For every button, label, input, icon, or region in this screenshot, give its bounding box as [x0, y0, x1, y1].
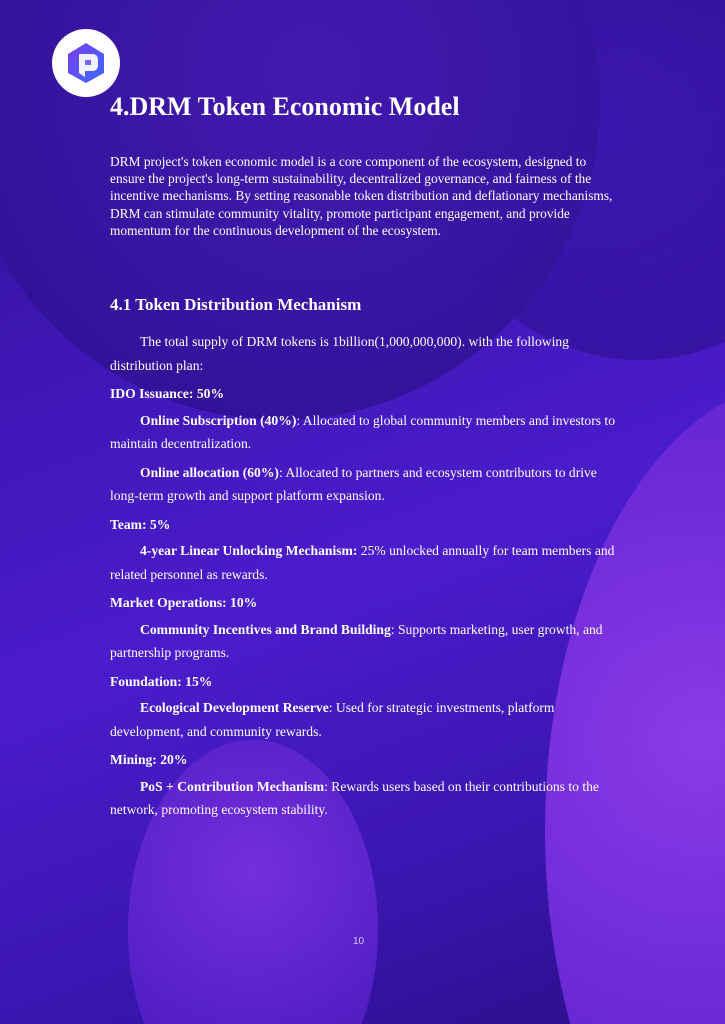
- mining-heading: Mining: 20%: [110, 752, 188, 767]
- ido-online-allocation: [110, 461, 620, 508]
- team-heading: Team: 5%: [110, 516, 171, 532]
- page-number: 10: [353, 936, 365, 947]
- mining-mechanism: [110, 775, 620, 822]
- team-unlocking: [110, 539, 620, 586]
- market-incentives: [110, 618, 620, 665]
- drm-logo-icon: [52, 29, 120, 97]
- foundation-reserve: [110, 696, 620, 743]
- market-heading: Market Operations: 10%: [110, 595, 258, 610]
- item-text: : Supports marketing, user growth, and partnership programs.: [110, 621, 603, 660]
- item-label: Online allocation (60%): [140, 464, 279, 480]
- item-label: Community Incentives and Brand Building: [140, 621, 391, 637]
- item-label: Ecological Development Reserve: [140, 700, 329, 715]
- item-text: : Allocated to partners and ecosystem contributors to drive long-term growth and support platform expansion.: [110, 464, 597, 503]
- foundation-heading: Foundation: 15%: [110, 673, 213, 689]
- ido-heading: IDO Issuance: 50%: [110, 386, 225, 401]
- page-title: 4.DRM Token Economic Model: [110, 92, 460, 121]
- supply-paragraph: The total supply of DRM tokens is 1billion(1,000,000,000). with the following distribution plan:: [110, 334, 569, 373]
- intro-paragraph: DRM project's token economic model is a core component of the ecosystem, designed to ensure the project's long-term sustainability, decentralized governance, and fairness of the incentive mechanisms. By setting reasonable token distribution and deflationary mechanisms, DRM can stimulate community vitality, promote participant engagement, and provide momentum for the continuous development of the ecosystem.: [110, 154, 613, 238]
- item-text: : Rewards users based on their contributions to the network, promoting ecosystem stability.: [110, 778, 599, 817]
- section-title: 4.1 Token Distribution Mechanism: [110, 295, 362, 314]
- item-text: : Allocated to global community members and investors to maintain decentralization.: [110, 412, 616, 451]
- item-label: PoS + Contribution Mechanism: [140, 778, 325, 794]
- distribution-body: [110, 330, 620, 827]
- item-label: 4-year Linear Unlocking Mechanism:: [140, 543, 358, 558]
- item-label: Online Subscription (40%): [140, 412, 297, 428]
- item-text: 25% unlocked annually for team members and related personnel as rewards.: [110, 543, 615, 582]
- ido-online-subscription: [110, 409, 620, 456]
- item-text: : Used for strategic investments, platform development, and community rewards.: [110, 700, 555, 739]
